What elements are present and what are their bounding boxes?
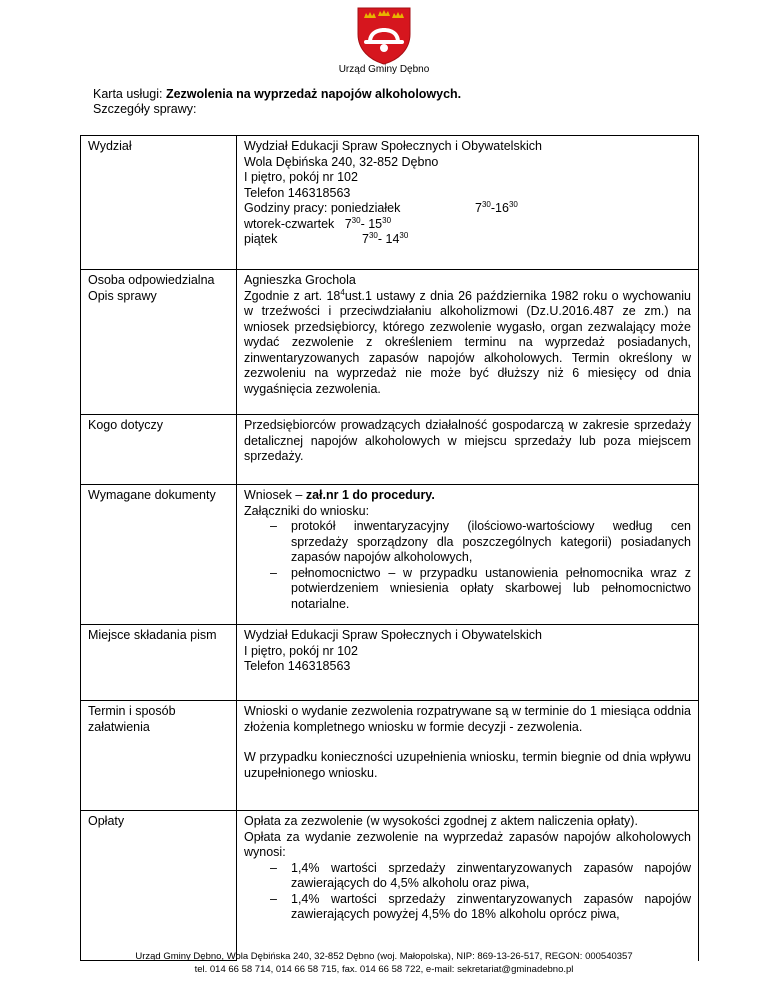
table-row bbox=[81, 136, 699, 270]
application-line: Wniosek – zał.nr 1 do procedury. bbox=[244, 488, 435, 502]
coat-of-arms-icon bbox=[350, 4, 418, 66]
list-item: – protokół inwentaryzacyjny (ilościowo-wartościowy według cen sprzedaży sporządzony dla poszczególnych kategorii) posiadanych zapasów napojów alkoholowych, bbox=[244, 519, 691, 566]
row-label: Wydział bbox=[81, 136, 237, 270]
list-item: – pełnomocnictwo – w przypadku ustanowienia pełnomocnika wraz z potwierdzeniem wniesienia opłaty skarbowej lub pełnomocnictwo notarialne. bbox=[244, 566, 691, 613]
hours-tue-thu: wtorek-czwartek $7^{30}-$ $15^{30}$ bbox=[244, 215, 392, 231]
table-row bbox=[81, 270, 699, 415]
list-item: – 1,4% wartości sprzedaży zinwentaryzowanych zapasów napojów zawierających do 4,5% alkoholu oraz piwa, bbox=[244, 861, 691, 892]
table-row bbox=[81, 625, 699, 701]
department-name: Wydział Edukacji Spraw Społecznych i Obywatelskich bbox=[244, 139, 542, 153]
attachments-title: Załączniki do wniosku: bbox=[244, 503, 370, 518]
row-label: Wymagane dokumenty bbox=[81, 485, 237, 625]
description-text: Zgodnie z art. $18^4ust.1$ ustawy z dnia 26 października 1982 roku o wychowaniu w trzeźwości i przeciwdziałaniu alkoholizmowi (Dz.U.2016.487 ze zm.) na wniosek przedsiębiorcy, którego zezwolenie wygasło, organ zezwalający może wydać zezwolenie z określeniem terminu na wyprzedaż posiadanych, zinwentaryzowanych zapasów napojów alkoholowych. Termin określony w zezwoleniu na wyprzedaż nie może być dłuższy niż 6 miesięcy od dnia wygaśnięcia zezwolenia. bbox=[244, 287, 691, 396]
details-label: Szczegóły sprawy: bbox=[93, 102, 197, 116]
department-info bbox=[237, 136, 699, 270]
service-card-table bbox=[80, 135, 699, 961]
list-item: – 1,4% wartości sprzedaży zinwentaryzowanych zapasów napojów zawierających powyżej 4,5% do 18% alkoholu oprócz piwa, bbox=[244, 892, 691, 923]
row-label: Opłaty bbox=[81, 811, 237, 961]
row-label: Miejsce składania pism bbox=[81, 625, 237, 701]
fees-list bbox=[244, 861, 691, 923]
table-row bbox=[81, 415, 699, 485]
table-row bbox=[81, 485, 699, 625]
responsible-person: Agnieszka Grochola bbox=[244, 273, 356, 287]
hours-friday: piątek $7^{30}-$ $14^{30}$ bbox=[244, 230, 409, 246]
row-label: Termin i sposób załatwienia bbox=[81, 701, 237, 811]
hours-monday: Godziny pracy: poniedziałek $7^{30}-16^{30}$ bbox=[244, 199, 518, 215]
card-prefix: Karta usługi: bbox=[93, 87, 166, 101]
applies-to-text: Przedsiębiorców prowadzących działalność gospodarczą w zakresie sprzedaży detalicznej napojów alkoholowych w miejscu sprzedaży lub poza miejscem sprzedaży. bbox=[237, 415, 699, 485]
table-row bbox=[81, 811, 699, 961]
row-label: Osoba odpowiedzialna Opis sprawy bbox=[81, 270, 237, 415]
fees: Opłata za zezwolenie (w wysokości zgodnej z aktem naliczenia opłaty). Opłata za wydanie zezwolenie na wyprzedaż zapasów napojów alkoholowych wynosi: – 1,4% wartości sprzedaży zinwentaryzowanych zapasów napojów zawierających do 4,5% alkoholu oraz piwa, – 1,4% wartości sprzedaży zinwentaryzowanych zapasów napojów zawierających powyżej 4,5% do 18% alkoholu oprócz piwa, bbox=[237, 811, 699, 961]
department-address: Wola Dębińska 240, 32-852 Dębno bbox=[244, 154, 439, 169]
department-phone: Telefon 146318563 bbox=[244, 185, 351, 200]
case-description bbox=[237, 270, 699, 415]
footer bbox=[0, 950, 768, 976]
submission-place: Wydział Edukacji Spraw Społecznych i Obywatelskich I piętro, pokój nr 102 Telefon 146318563 bbox=[237, 625, 699, 701]
table-row bbox=[81, 701, 699, 811]
intro bbox=[93, 87, 461, 117]
footer-contact: tel. 014 66 58 714, 014 66 58 715, fax. 014 66 58 722, e-mail: sekretariat@gminadebno.pl bbox=[194, 964, 574, 975]
card-title: Zezwolenia na wyprzedaż napojów alkoholowych. bbox=[165, 87, 462, 101]
required-documents bbox=[237, 485, 699, 625]
office-name: Urząd Gminy Dębno bbox=[338, 64, 430, 75]
processing-time: Wnioski o wydanie zezwolenia rozpatrywane są w terminie do 1 miesiąca oddnia złożenia kompletnego wniosku w formie decyzji - zezwolenia. W przypadku konieczności uzupełnienia wniosku, termin biegnie od dnia wpływu uzupełnionego wniosku. bbox=[237, 701, 699, 811]
row-label: Kogo dotyczy bbox=[81, 415, 237, 485]
footer-address: Urząd Gminy Dębno, Wola Dębińska 240, 32-852 Dębno (woj. Małopolska), NIP: 869-13-26-517, REGON: 000540357 bbox=[135, 951, 633, 962]
attachments-list bbox=[244, 519, 691, 612]
department-room: I piętro, pokój nr 102 bbox=[244, 170, 358, 184]
